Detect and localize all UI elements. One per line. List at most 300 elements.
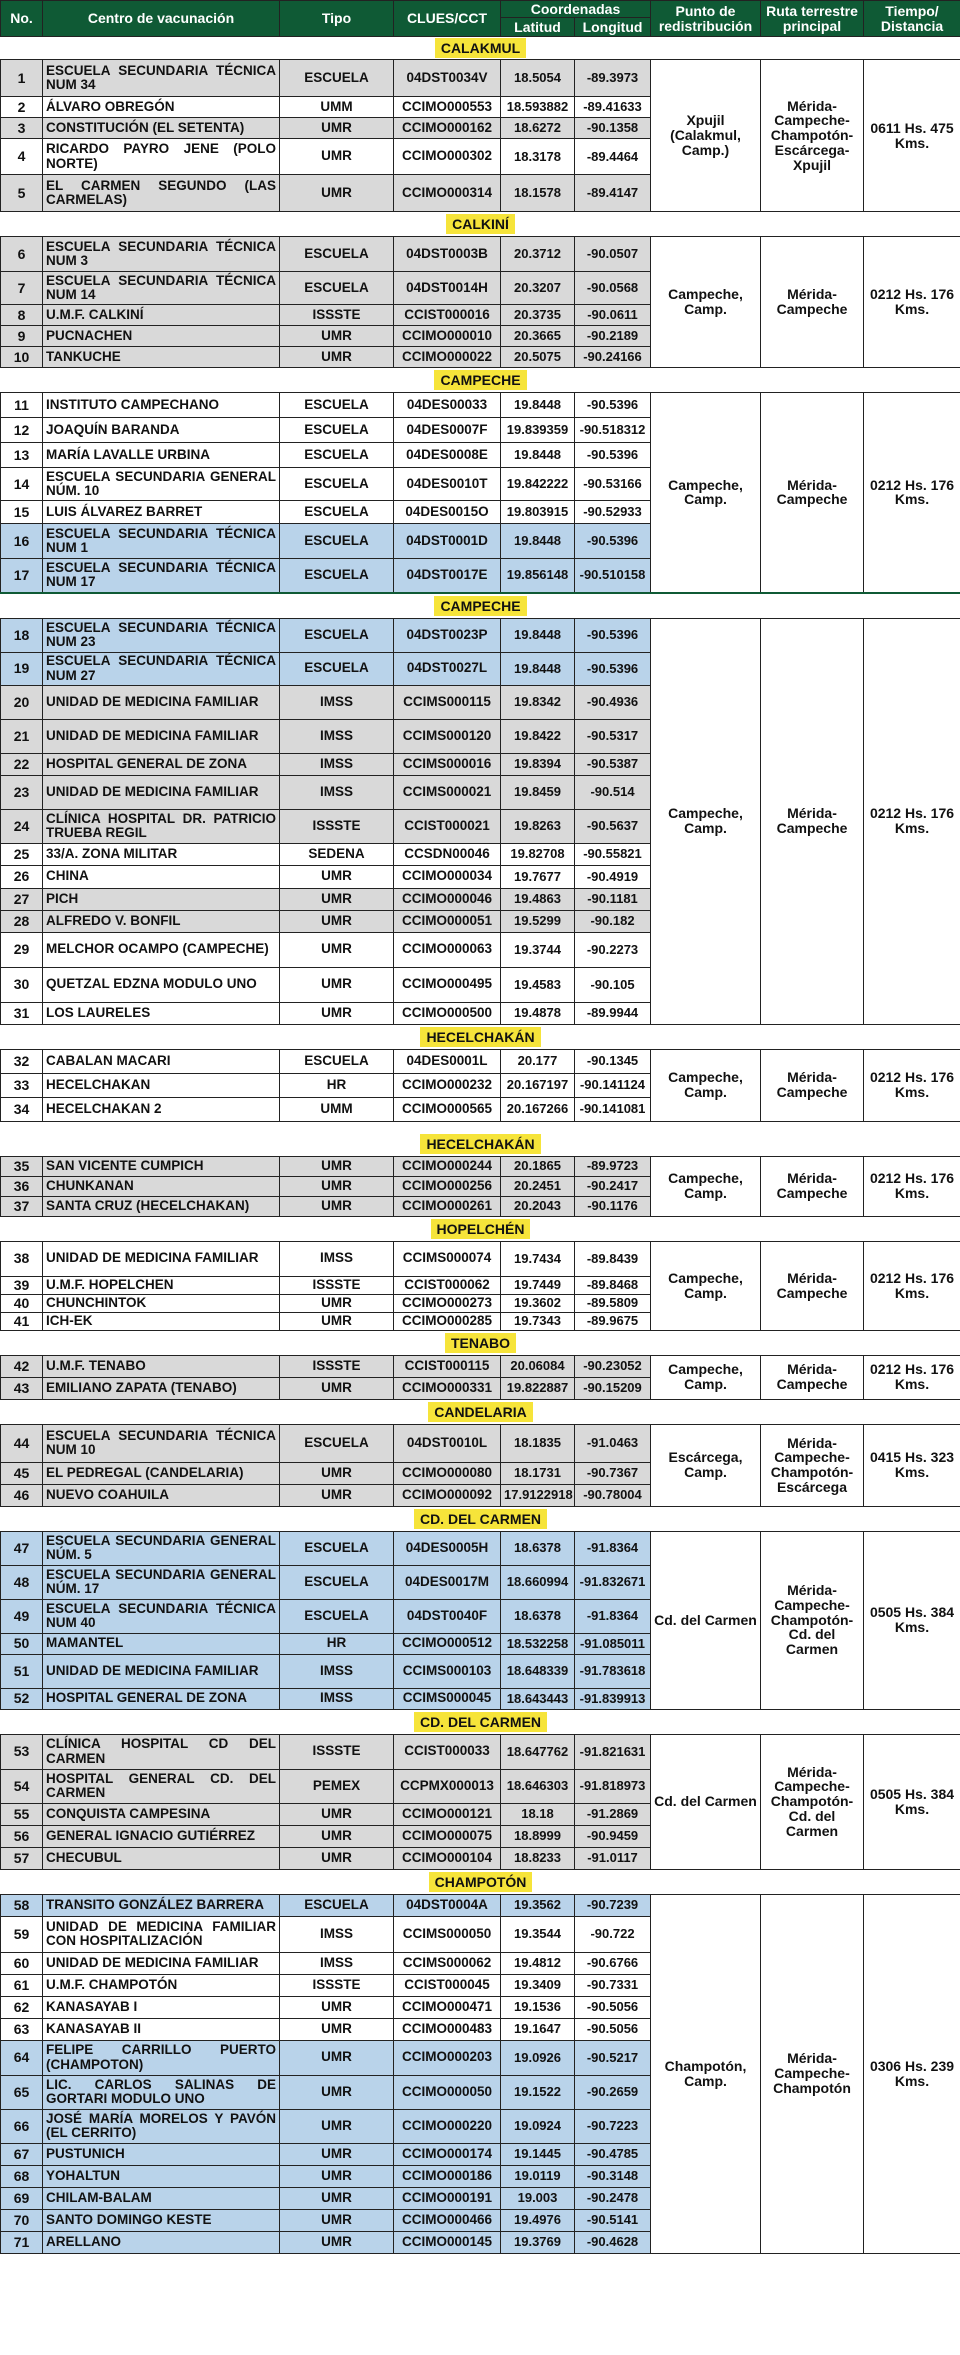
center-name: QUETZAL EDZNA MODULO UNO — [43, 967, 280, 1002]
longitude: -90.0507 — [575, 237, 651, 272]
latitude: 20.3735 — [501, 305, 575, 326]
center-type: IMSS — [280, 1654, 394, 1688]
latitude: 19.8342 — [501, 685, 575, 719]
clues-code: 04DES0005H — [394, 1531, 501, 1565]
time-distance: 0611 Hs. 475 Kms. — [864, 60, 960, 212]
longitude: -91.8364 — [575, 1531, 651, 1565]
clues-code: 04DES0015O — [394, 501, 501, 524]
row-number: 70 — [1, 2209, 43, 2231]
latitude: 19.822887 — [501, 1377, 575, 1399]
longitude: -90.5396 — [575, 652, 651, 685]
longitude: -89.5809 — [575, 1294, 651, 1312]
center-type: ISSSTE — [280, 1734, 394, 1769]
row-number: 66 — [1, 2109, 43, 2143]
longitude: -89.9723 — [575, 1156, 651, 1176]
table-row — [1, 1531, 960, 1565]
longitude: -90.6766 — [575, 1952, 651, 1974]
longitude: -89.9944 — [575, 1002, 651, 1024]
longitude: -89.9675 — [575, 1312, 651, 1330]
row-number: 24 — [1, 809, 43, 843]
clues-code: CCIMS000050 — [394, 1916, 501, 1952]
center-type: ESCUELA — [280, 443, 394, 468]
clues-code: CCIMS000045 — [394, 1688, 501, 1709]
center-type: ISSSTE — [280, 809, 394, 843]
latitude: 18.18 — [501, 1803, 575, 1825]
latitude: 19.1445 — [501, 2143, 575, 2165]
longitude: -90.5317 — [575, 719, 651, 753]
longitude: -90.23052 — [575, 1355, 651, 1377]
center-type: UMR — [280, 1156, 394, 1176]
center-type: ISSSTE — [280, 1276, 394, 1294]
clues-code: CCIMO000483 — [394, 2018, 501, 2040]
row-number: 57 — [1, 1847, 43, 1869]
center-name: ESCUELA SECUNDARIA TÉCNICA NUM 27 — [43, 652, 280, 685]
center-type: UMR — [280, 1002, 394, 1024]
longitude: -90.7223 — [575, 2109, 651, 2143]
redistribution-point: Campeche, Camp. — [651, 1049, 761, 1121]
latitude: 19.8448 — [501, 618, 575, 652]
latitude: 20.167197 — [501, 1073, 575, 1097]
latitude: 19.8448 — [501, 524, 575, 559]
latitude: 19.3744 — [501, 932, 575, 967]
longitude: -90.52933 — [575, 501, 651, 524]
center-name: PUSTUNICH — [43, 2143, 280, 2165]
row-number: 4 — [1, 139, 43, 175]
row-number: 46 — [1, 1484, 43, 1506]
row-number: 29 — [1, 932, 43, 967]
main-route: Mérida-Campeche — [761, 237, 864, 368]
row-number: 61 — [1, 1974, 43, 1996]
latitude: 18.647762 — [501, 1734, 575, 1769]
center-type: PEMEX — [280, 1769, 394, 1803]
main-route: Mérida-Campeche — [761, 393, 864, 593]
center-type: IMSS — [280, 719, 394, 753]
clues-code: 04DES0008E — [394, 443, 501, 468]
clues-code: CCIMO000051 — [394, 910, 501, 932]
clues-code: CCIMS000120 — [394, 719, 501, 753]
clues-code: CCIMO000466 — [394, 2209, 501, 2231]
section-header-cell — [1, 1216, 960, 1241]
latitude: 19.7677 — [501, 865, 575, 888]
center-name: ALFREDO V. BONFIL — [43, 910, 280, 932]
clues-code: CCIST000033 — [394, 1734, 501, 1769]
clues-code: CCIMO000092 — [394, 1484, 501, 1506]
row-number: 32 — [1, 1049, 43, 1073]
center-name: LOS LAURELES — [43, 1002, 280, 1024]
row-number: 17 — [1, 559, 43, 593]
row-number: 64 — [1, 2040, 43, 2075]
row-number: 2 — [1, 97, 43, 118]
center-name: CHUNKANAN — [43, 1176, 280, 1196]
center-name: ESCUELA SECUNDARIA TÉCNICA NUM 23 — [43, 618, 280, 652]
main-route: Mérida-Campeche — [761, 1241, 864, 1330]
center-type: ESCUELA — [280, 393, 394, 418]
center-name: CONQUISTA CAMPESINA — [43, 1803, 280, 1825]
center-type: UMM — [280, 97, 394, 118]
clues-code: CCIMO000191 — [394, 2187, 501, 2209]
latitude: 19.0926 — [501, 2040, 575, 2075]
latitude: 20.3665 — [501, 326, 575, 347]
row-number: 33 — [1, 1073, 43, 1097]
center-name: ESCUELA SECUNDARIA TÉCNICA NUM 1 — [43, 524, 280, 559]
header-punto: Punto de redistribución — [651, 1, 761, 37]
clues-code: CCIMO000162 — [394, 118, 501, 139]
main-route: Mérida-Campeche-Champotón-Cd. del Carmen — [761, 1531, 864, 1709]
latitude: 20.5075 — [501, 347, 575, 368]
center-type: SEDENA — [280, 843, 394, 865]
latitude: 19.3562 — [501, 1894, 575, 1916]
longitude: -90.5056 — [575, 2018, 651, 2040]
latitude: 20.1865 — [501, 1156, 575, 1176]
center-name: EMILIANO ZAPATA (TENABO) — [43, 1377, 280, 1399]
clues-code: 04DES0010T — [394, 468, 501, 501]
center-type: UMM — [280, 1097, 394, 1121]
latitude: 18.8233 — [501, 1847, 575, 1869]
latitude: 18.660994 — [501, 1565, 575, 1599]
redistribution-point: Cd. del Carmen — [651, 1734, 761, 1869]
latitude: 19.7449 — [501, 1276, 575, 1294]
latitude: 18.648339 — [501, 1654, 575, 1688]
section-header-cell — [1, 1506, 960, 1531]
center-name: U.M.F. TENABO — [43, 1355, 280, 1377]
latitude: 18.5054 — [501, 60, 575, 97]
clues-code: CCIST000045 — [394, 1974, 501, 1996]
row-number: 38 — [1, 1241, 43, 1276]
center-type: UMR — [280, 967, 394, 1002]
center-type: UMR — [280, 347, 394, 368]
clues-code: CCIMO000034 — [394, 865, 501, 888]
center-name: TANKUCHE — [43, 347, 280, 368]
longitude: -90.2417 — [575, 1176, 651, 1196]
center-type: UMR — [280, 1803, 394, 1825]
section-name: CALAKMUL — [435, 38, 526, 58]
center-name: KANASAYAB II — [43, 2018, 280, 2040]
main-route: Mérida-Campeche — [761, 1156, 864, 1216]
center-type: UMR — [280, 2231, 394, 2253]
redistribution-point: Campeche, Camp. — [651, 1156, 761, 1216]
center-name: MELCHOR OCAMPO (CAMPECHE) — [43, 932, 280, 967]
table-row — [1, 1156, 960, 1176]
latitude: 19.0924 — [501, 2109, 575, 2143]
section-header-row — [1, 1330, 960, 1355]
longitude: -90.514 — [575, 775, 651, 809]
clues-code: 04DST0010L — [394, 1424, 501, 1462]
longitude: -90.3148 — [575, 2165, 651, 2187]
clues-code: CCIMO000553 — [394, 97, 501, 118]
redistribution-point: Campeche, Camp. — [651, 618, 761, 1024]
row-number: 65 — [1, 2075, 43, 2109]
latitude: 19.3602 — [501, 1294, 575, 1312]
table-row — [1, 1241, 960, 1276]
row-number: 41 — [1, 1312, 43, 1330]
longitude: -90.7331 — [575, 1974, 651, 1996]
row-number: 36 — [1, 1176, 43, 1196]
section-header-row — [1, 1024, 960, 1049]
center-type: UMR — [280, 865, 394, 888]
row-number: 26 — [1, 865, 43, 888]
row-number: 12 — [1, 418, 43, 443]
longitude: -90.1181 — [575, 888, 651, 910]
clues-code: CCIMO000244 — [394, 1156, 501, 1176]
redistribution-point: Champotón, Camp. — [651, 1894, 761, 2253]
latitude: 19.3544 — [501, 1916, 575, 1952]
clues-code: CCIMO000080 — [394, 1462, 501, 1484]
center-name: HOSPITAL GENERAL CD. DEL CARMEN — [43, 1769, 280, 1803]
row-number: 1 — [1, 60, 43, 97]
center-name: U.M.F. CHAMPOTÓN — [43, 1974, 280, 1996]
center-name: U.M.F. HOPELCHEN — [43, 1276, 280, 1294]
center-name: UNIDAD DE MEDICINA FAMILIAR CON HOSPITALIZACIÓN — [43, 1916, 280, 1952]
row-number: 43 — [1, 1377, 43, 1399]
clues-code: CCIST000062 — [394, 1276, 501, 1294]
clues-code: CCIMO000285 — [394, 1312, 501, 1330]
row-number: 63 — [1, 2018, 43, 2040]
longitude: -90.141081 — [575, 1097, 651, 1121]
row-number: 21 — [1, 719, 43, 753]
clues-code: CCIMS000115 — [394, 685, 501, 719]
latitude: 18.643443 — [501, 1688, 575, 1709]
row-number: 59 — [1, 1916, 43, 1952]
center-name: UNIDAD DE MEDICINA FAMILIAR — [43, 685, 280, 719]
row-number: 3 — [1, 118, 43, 139]
latitude: 18.6272 — [501, 118, 575, 139]
center-type: ESCUELA — [280, 60, 394, 97]
table-row — [1, 237, 960, 272]
main-route: Mérida-Campeche — [761, 618, 864, 1024]
row-number: 19 — [1, 652, 43, 685]
clues-code: CCIMO000471 — [394, 1996, 501, 2018]
clues-code: CCIMS000021 — [394, 775, 501, 809]
center-type: HR — [280, 1633, 394, 1654]
longitude: -90.2273 — [575, 932, 651, 967]
longitude: -91.8364 — [575, 1599, 651, 1633]
table-row — [1, 1734, 960, 1769]
row-number: 37 — [1, 1196, 43, 1216]
section-name: CAMPECHE — [434, 596, 526, 616]
section-header-cell — [1, 593, 960, 619]
center-name: MARÍA LAVALLE URBINA — [43, 443, 280, 468]
row-number: 6 — [1, 237, 43, 272]
clues-code: CCIMS000074 — [394, 1241, 501, 1276]
longitude: -89.4464 — [575, 139, 651, 175]
longitude: -91.783618 — [575, 1654, 651, 1688]
table-row — [1, 618, 960, 652]
center-type: ESCUELA — [280, 1894, 394, 1916]
longitude: -90.5396 — [575, 618, 651, 652]
row-number: 18 — [1, 618, 43, 652]
table-header — [1, 1, 960, 37]
latitude: 18.532258 — [501, 1633, 575, 1654]
longitude: -90.4936 — [575, 685, 651, 719]
latitude: 19.82708 — [501, 843, 575, 865]
time-distance: 0212 Hs. 176 Kms. — [864, 618, 960, 1024]
center-type: UMR — [280, 1176, 394, 1196]
latitude: 19.1536 — [501, 1996, 575, 2018]
center-type: ESCUELA — [280, 418, 394, 443]
latitude: 18.1731 — [501, 1462, 575, 1484]
center-name: CONSTITUCIÓN (EL SETENTA) — [43, 118, 280, 139]
time-distance: 0212 Hs. 176 Kms. — [864, 1156, 960, 1216]
clues-code: CCIMO000565 — [394, 1097, 501, 1121]
section-name: CAMPECHE — [434, 370, 526, 390]
longitude: -90.0568 — [575, 272, 651, 305]
center-name: UNIDAD DE MEDICINA FAMILIAR — [43, 1241, 280, 1276]
center-type: UMR — [280, 2075, 394, 2109]
center-type: ESCUELA — [280, 1049, 394, 1073]
section-header-row — [1, 1869, 960, 1894]
row-number: 7 — [1, 272, 43, 305]
center-name: ESCUELA SECUNDARIA TÉCNICA NUM 40 — [43, 1599, 280, 1633]
center-name: ESCUELA SECUNDARIA GENERAL NÚM. 17 — [43, 1565, 280, 1599]
center-name: CHECUBUL — [43, 1847, 280, 1869]
row-number: 55 — [1, 1803, 43, 1825]
longitude: -90.722 — [575, 1916, 651, 1952]
row-number: 45 — [1, 1462, 43, 1484]
main-route: Mérida-Campeche-Champotón-Escárcega — [761, 1424, 864, 1506]
center-type: ISSSTE — [280, 1974, 394, 1996]
center-type: IMSS — [280, 753, 394, 775]
table-body — [1, 37, 960, 2254]
center-name: LIC. CARLOS SALINAS DE GORTARI MODULO UNO — [43, 2075, 280, 2109]
center-type: ESCUELA — [280, 501, 394, 524]
header-clues: CLUES/CCT — [394, 1, 501, 37]
longitude: -91.818973 — [575, 1769, 651, 1803]
clues-code: CCIMO000104 — [394, 1847, 501, 1869]
center-name: KANASAYAB I — [43, 1996, 280, 2018]
clues-code: CCIMO000046 — [394, 888, 501, 910]
center-type: UMR — [280, 888, 394, 910]
table-row — [1, 1049, 960, 1073]
center-name: ARELLANO — [43, 2231, 280, 2253]
center-type: ESCUELA — [280, 524, 394, 559]
center-type: HR — [280, 1073, 394, 1097]
center-name: PUCNACHEN — [43, 326, 280, 347]
center-name: HOSPITAL GENERAL DE ZONA — [43, 1688, 280, 1709]
main-route: Mérida-Campeche — [761, 1355, 864, 1399]
center-type: UMR — [280, 118, 394, 139]
row-number: 23 — [1, 775, 43, 809]
latitude: 18.6378 — [501, 1531, 575, 1565]
longitude: -90.510158 — [575, 559, 651, 593]
row-number: 68 — [1, 2165, 43, 2187]
longitude: -89.41633 — [575, 97, 651, 118]
center-type: UMR — [280, 139, 394, 175]
center-name: ICH-EK — [43, 1312, 280, 1330]
section-name: CALKINÍ — [446, 214, 515, 234]
table-row — [1, 60, 960, 97]
clues-code: 04DES0017M — [394, 1565, 501, 1599]
clues-code: 04DST0023P — [394, 618, 501, 652]
latitude: 19.803915 — [501, 501, 575, 524]
clues-code: CCIMO000145 — [394, 2231, 501, 2253]
clues-code: 04DES00033 — [394, 393, 501, 418]
center-type: UMR — [280, 326, 394, 347]
time-distance: 0212 Hs. 176 Kms. — [864, 1049, 960, 1121]
row-number: 53 — [1, 1734, 43, 1769]
clues-code: 04DST0014H — [394, 272, 501, 305]
longitude: -90.2659 — [575, 2075, 651, 2109]
clues-code: CCIMO000121 — [394, 1803, 501, 1825]
row-number: 54 — [1, 1769, 43, 1803]
center-name: ESCUELA SECUNDARIA TÉCNICA NUM 34 — [43, 60, 280, 97]
time-distance: 0212 Hs. 176 Kms. — [864, 237, 960, 368]
section-header-cell — [1, 368, 960, 393]
center-name: GENERAL IGNACIO GUTIÉRREZ — [43, 1825, 280, 1847]
longitude: -90.141124 — [575, 1073, 651, 1097]
center-type: UMR — [280, 1196, 394, 1216]
clues-code: CCIMO000261 — [394, 1196, 501, 1216]
clues-code: CCIMO000331 — [394, 1377, 501, 1399]
longitude: -90.182 — [575, 910, 651, 932]
center-type: ESCUELA — [280, 272, 394, 305]
center-type: UMR — [280, 2165, 394, 2187]
longitude: -90.55821 — [575, 843, 651, 865]
clues-code: CCIMO000075 — [394, 1825, 501, 1847]
latitude: 18.3178 — [501, 139, 575, 175]
center-type: UMR — [280, 2109, 394, 2143]
latitude: 17.9122918 — [501, 1484, 575, 1506]
center-type: UMR — [280, 2143, 394, 2165]
header-ruta: Ruta terrestre principal — [761, 1, 864, 37]
row-number: 14 — [1, 468, 43, 501]
longitude: -90.5396 — [575, 524, 651, 559]
time-distance: 0306 Hs. 239 Kms. — [864, 1894, 960, 2253]
center-type: IMSS — [280, 1688, 394, 1709]
longitude: -90.1358 — [575, 118, 651, 139]
center-type: UMR — [280, 1312, 394, 1330]
center-name: U.M.F. CALKINÍ — [43, 305, 280, 326]
clues-code: CCIMO000050 — [394, 2075, 501, 2109]
redistribution-point: Xpujil (Calakmul, Camp.) — [651, 60, 761, 212]
longitude: -89.3973 — [575, 60, 651, 97]
center-name: FELIPE CARRILLO PUERTO (CHAMPOTON) — [43, 2040, 280, 2075]
section-name: HOPELCHÉN — [431, 1219, 531, 1239]
clues-code: CCIMS000062 — [394, 1952, 501, 1974]
row-number: 35 — [1, 1156, 43, 1176]
center-type: ISSSTE — [280, 1355, 394, 1377]
section-name: TENABO — [445, 1333, 516, 1353]
longitude: -90.4628 — [575, 2231, 651, 2253]
redistribution-point: Cd. del Carmen — [651, 1531, 761, 1709]
clues-code: CCIMO000010 — [394, 326, 501, 347]
row-number: 30 — [1, 967, 43, 1002]
header-centro: Centro de vacunación — [43, 1, 280, 37]
clues-code: CCIST000016 — [394, 305, 501, 326]
latitude: 19.8459 — [501, 775, 575, 809]
redistribution-point: Campeche, Camp. — [651, 1355, 761, 1399]
center-name: ESCUELA SECUNDARIA TÉCNICA NUM 17 — [43, 559, 280, 593]
longitude: -89.8468 — [575, 1276, 651, 1294]
center-type: UMR — [280, 2209, 394, 2231]
latitude: 19.856148 — [501, 559, 575, 593]
header-longitud: Longitud — [575, 18, 651, 37]
center-name: ESCUELA SECUNDARIA TÉCNICA NUM 3 — [43, 237, 280, 272]
longitude: -90.4919 — [575, 865, 651, 888]
latitude: 19.003 — [501, 2187, 575, 2209]
latitude: 20.2451 — [501, 1176, 575, 1196]
row-number: 62 — [1, 1996, 43, 2018]
latitude: 18.593882 — [501, 97, 575, 118]
latitude: 18.1835 — [501, 1424, 575, 1462]
row-number: 44 — [1, 1424, 43, 1462]
section-header-row — [1, 593, 960, 619]
row-number: 11 — [1, 393, 43, 418]
row-number: 49 — [1, 1599, 43, 1633]
longitude: -89.8439 — [575, 1241, 651, 1276]
section-header-row — [1, 1506, 960, 1531]
section-name: HECELCHAKÁN — [420, 1134, 540, 1154]
clues-code: CCIMO000022 — [394, 347, 501, 368]
